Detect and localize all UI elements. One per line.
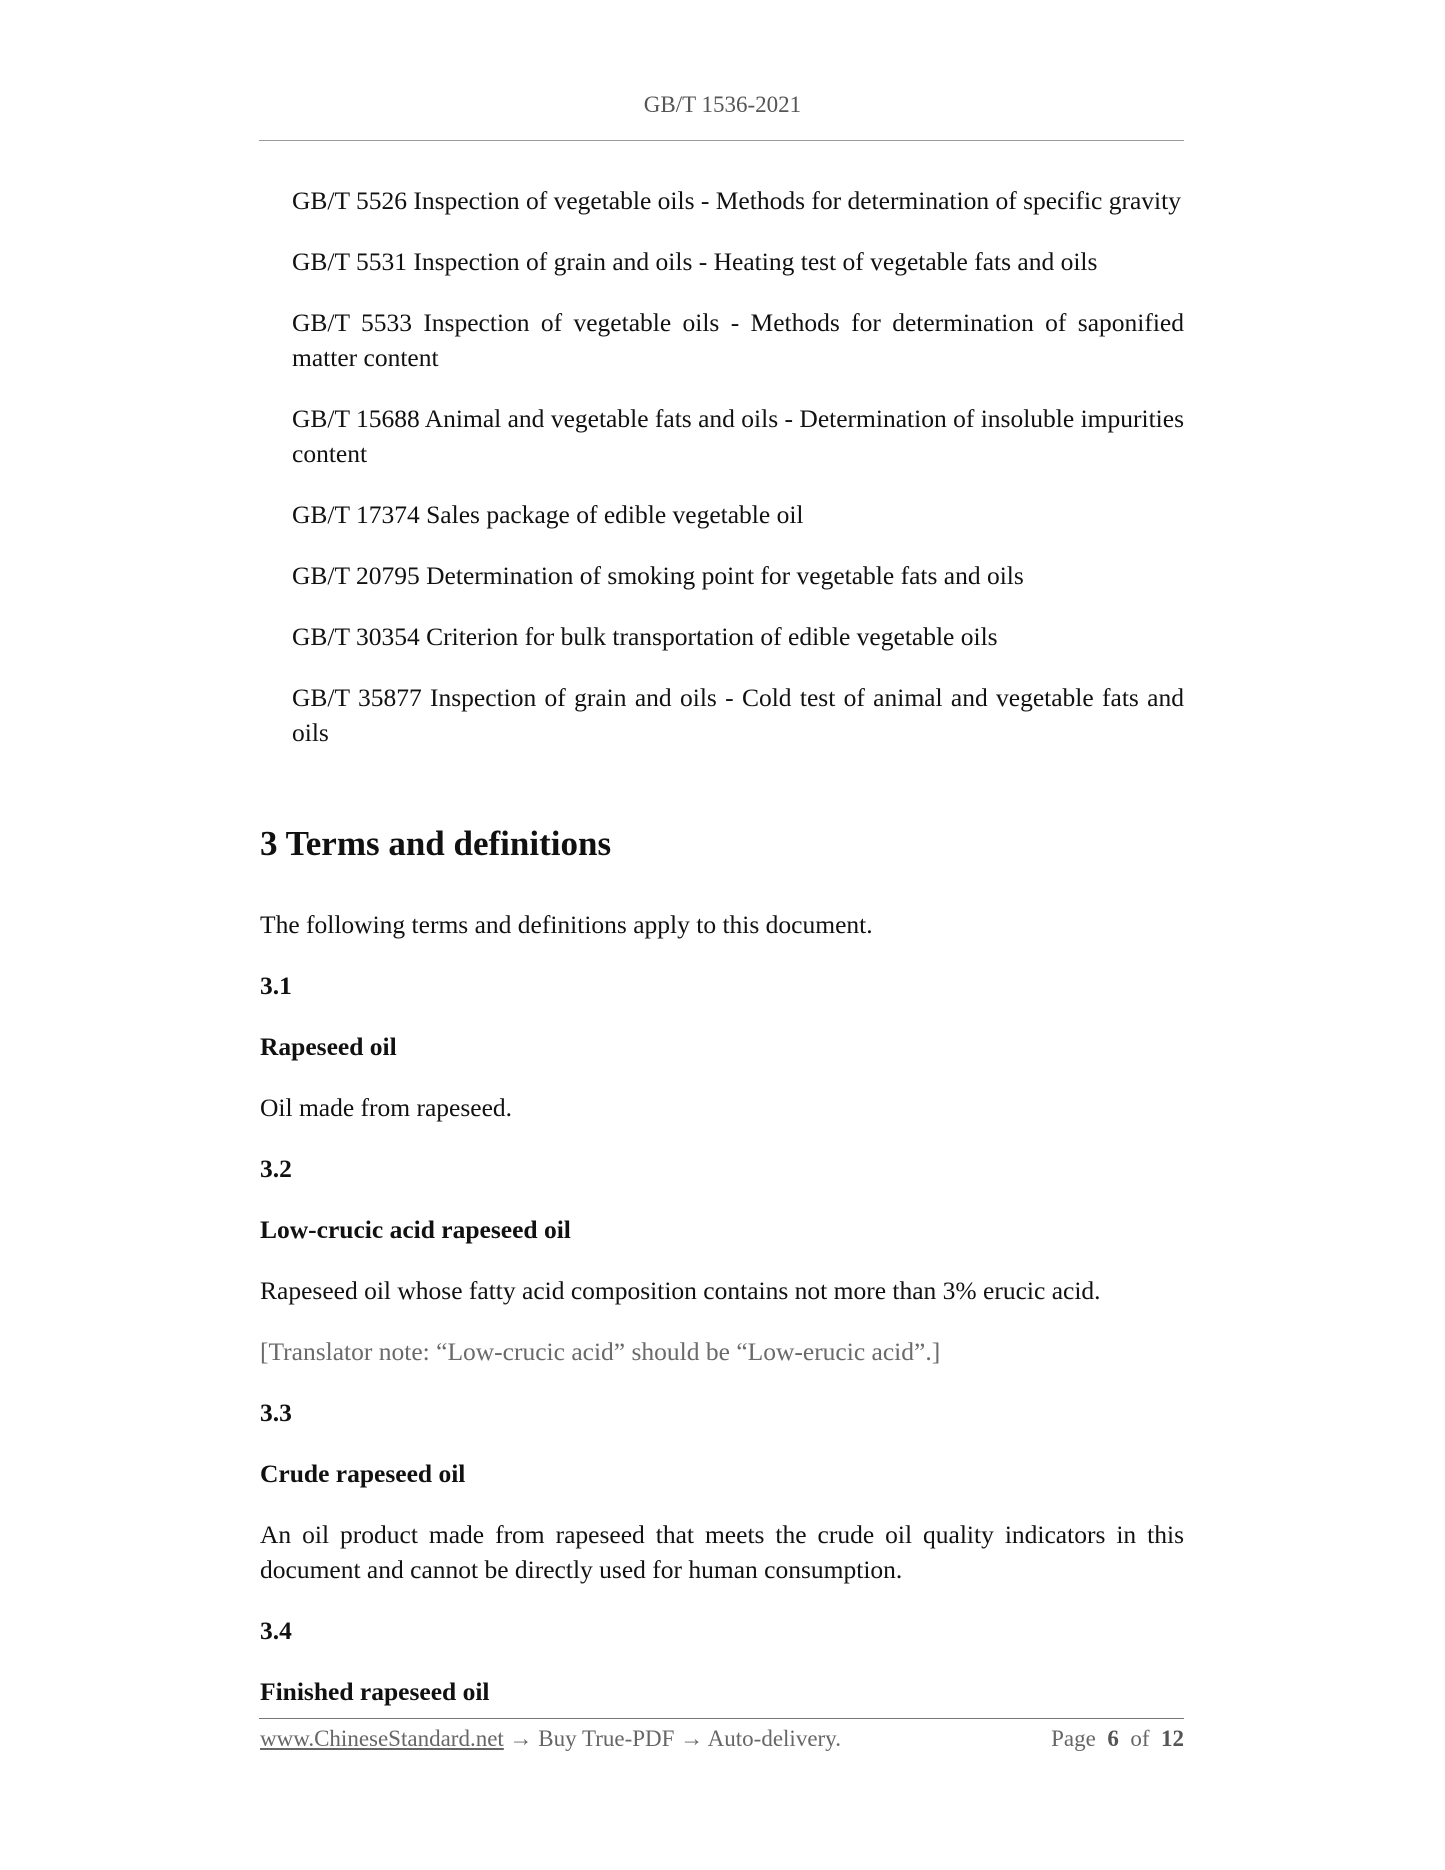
term-number: 3.3 <box>260 1398 292 1427</box>
normative-references-list <box>292 183 1184 776</box>
term-title: Crude rapeseed oil <box>260 1459 466 1488</box>
term-number: 3.1 <box>260 971 292 1000</box>
term-title: Rapeseed oil <box>260 1032 397 1061</box>
reference-item: GB/T 5531 Inspection of grain and oils - Heating test of vegetable fats and oils <box>292 247 1098 276</box>
reference-item: GB/T 20795 Determination of smoking point for vegetable fats and oils <box>292 561 1024 590</box>
reference-item: GB/T 15688 Animal and vegetable fats and oils - Determination of insoluble impurities content <box>292 404 1184 468</box>
page-number: 6 <box>1107 1726 1119 1751</box>
page-label: Page <box>1051 1726 1096 1751</box>
footer-promo <box>260 1723 841 1755</box>
term-number: 3.2 <box>260 1154 292 1183</box>
reference-item: GB/T 30354 Criterion for bulk transportation of edible vegetable oils <box>292 622 998 651</box>
term-definition: Oil made from rapeseed. <box>260 1093 513 1122</box>
site-link[interactable]: www.ChineseStandard.net <box>260 1726 504 1751</box>
term-definition: An oil product made from rapeseed that meets the crude oil quality indicators in this document and cannot be directly used for human consumption. <box>260 1520 1184 1584</box>
page-header: GB/T 1536-2021 <box>643 92 802 117</box>
reference-item: GB/T 5526 Inspection of vegetable oils - Methods for determination of specific gravity <box>292 186 1181 215</box>
page-indicator <box>1051 1723 1184 1755</box>
reference-item: GB/T 5533 Inspection of vegetable oils - Methods for determination of saponified matter content <box>292 308 1184 372</box>
term-title: Low-crucic acid rapeseed oil <box>260 1215 571 1244</box>
term-title: Finished rapeseed oil <box>260 1677 490 1706</box>
footer-delivery-text: → Auto-delivery. <box>680 1726 841 1751</box>
section-heading: 3 Terms and definitions <box>260 824 612 863</box>
section-intro: The following terms and definitions apply to this document. <box>260 910 873 939</box>
footer-buy-text: → Buy True-PDF <box>503 1726 681 1751</box>
term-number: 3.4 <box>260 1616 292 1645</box>
reference-item: GB/T 17374 Sales package of edible vegetable oil <box>292 500 804 529</box>
terms-section <box>260 820 1184 1735</box>
of-label: of <box>1130 1726 1150 1751</box>
footer-divider <box>259 1718 1184 1719</box>
reference-item: GB/T 35877 Inspection of grain and oils - Cold test of animal and vegetable fats and oils <box>292 683 1184 747</box>
header-divider <box>259 140 1184 141</box>
page-total: 12 <box>1161 1726 1184 1751</box>
term-definition: Rapeseed oil whose fatty acid composition contains not more than 3% erucic acid. <box>260 1276 1101 1305</box>
translator-note: [Translator note: “Low-crucic acid” should be “Low-erucic acid”.] <box>260 1337 941 1366</box>
